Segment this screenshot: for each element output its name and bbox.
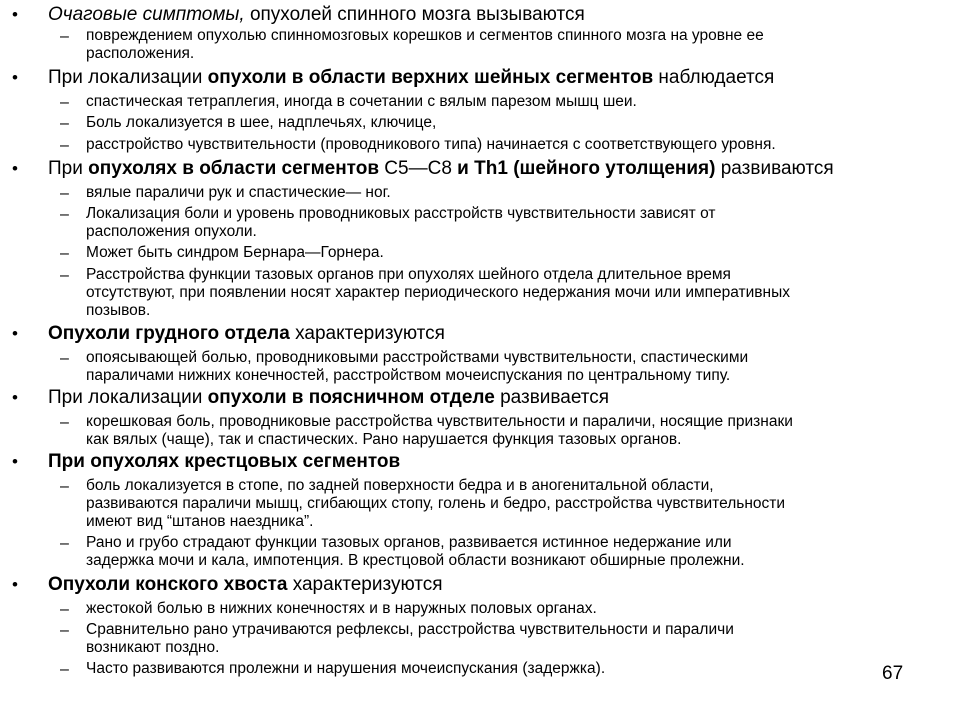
dash-marker: – xyxy=(60,601,69,618)
dash-marker: – xyxy=(60,535,69,552)
section-title-part: При локализации xyxy=(48,387,208,408)
bullet-marker: • xyxy=(12,5,18,24)
list-item-line: как вялых (чаще), так и спастических. Рано нарушается функция тазовых органов. xyxy=(86,431,682,448)
dash-marker: – xyxy=(60,115,69,132)
section-title-part: При xyxy=(48,158,89,179)
list-item-line: корешковая боль, проводниковые расстройства чувствительности и параличи, носящие признаки xyxy=(86,413,793,430)
list-item-line: опоясывающей болью, проводниковыми расстройствами чувствительности, спастическими xyxy=(86,349,749,366)
section-title xyxy=(48,159,834,179)
section-title-part: характеризуются xyxy=(289,323,445,344)
list-item-line: развиваются параличи мышц, сгибающих стопу, голень и бедро, расстройства чувствительности xyxy=(86,495,786,512)
list-item-line: отсутствуют, при появлении носят характер периодического недержания мочи или императивных xyxy=(86,284,790,301)
list-item-line: Может быть синдром Бернара—Горнера. xyxy=(86,244,384,261)
dash-marker: – xyxy=(60,622,69,639)
list-item-line: расстройство чувствительности (проводникового типа) начинается с соответствующего уровня. xyxy=(86,136,776,153)
dash-marker: – xyxy=(60,350,69,367)
section-title-part: развивается xyxy=(494,387,610,408)
list-item-line: задержка мочи и кала, импотенция. В крестцовой области возникают обширные пролежни. xyxy=(86,552,745,569)
section-title-part: опухолей спинного мозга вызываются xyxy=(244,4,585,25)
list-item-line: имеют вид “штанов наездника”. xyxy=(86,513,314,530)
section-title xyxy=(48,388,609,408)
list-item-line: боль локализуется в стопе, по задней поверхности бедра и в аногенитальной области, xyxy=(86,477,714,494)
dash-marker: – xyxy=(60,478,69,495)
section-title-part: развиваются xyxy=(715,158,834,179)
section-title-part: опухоли в области верхних шейных сегментов xyxy=(207,67,654,88)
list-item-line: позывов. xyxy=(86,302,151,319)
dash-marker: – xyxy=(60,206,69,223)
section-title-part: Опухоли конского хвоста xyxy=(48,574,288,595)
list-item-line: вялые параличи рук и спастические— ног. xyxy=(86,184,391,201)
section-title xyxy=(48,5,585,25)
dash-marker: – xyxy=(60,414,69,431)
dash-marker: – xyxy=(60,245,69,262)
bullet-marker: • xyxy=(12,324,18,343)
section-title xyxy=(48,575,443,595)
bullet-marker: • xyxy=(12,388,18,407)
section-title-part: Опухоли грудного отдела xyxy=(48,323,290,344)
page-number: 67 xyxy=(882,663,904,684)
section-title-part: опухолях в области сегментов xyxy=(88,158,380,179)
dash-marker: – xyxy=(60,661,69,678)
bullet-marker: • xyxy=(12,575,18,594)
list-item-line: Рано и грубо страдают функции тазовых органов, развивается истинное недержание или xyxy=(86,534,732,551)
bullet-marker: • xyxy=(12,68,18,87)
dash-marker: – xyxy=(60,137,69,154)
list-item-line: Локализация боли и уровень проводниковых расстройств чувствительности зависят от xyxy=(86,205,716,222)
section-title xyxy=(48,68,774,88)
list-item-line: возникают поздно. xyxy=(86,639,220,656)
dash-marker: – xyxy=(60,267,69,284)
section-title-part: Очаговые симптомы, xyxy=(48,4,245,25)
section-title xyxy=(48,324,445,344)
list-item-line: Часто развиваются пролежни и нарушения мочеиспускания (задержка). xyxy=(86,660,606,677)
list-item-line: расположения. xyxy=(86,45,195,62)
dash-marker: – xyxy=(60,94,69,111)
section-title xyxy=(48,452,400,472)
list-item-line: расположения опухоли. xyxy=(86,223,257,240)
section-title-part: и Th1 (шейного утолщения) xyxy=(457,158,716,179)
section-title-part: наблюдается xyxy=(653,67,775,88)
list-item-line: спастическая тетраплегия, иногда в сочетании с вялым парезом мышц шеи. xyxy=(86,93,637,110)
list-item-line: Сравнительно рано утрачиваются рефлексы, расстройства чувствительности и параличи xyxy=(86,621,734,638)
section-title-part: При локализации xyxy=(48,67,208,88)
list-item-line: Расстройства функции тазовых органов при опухолях шейного отдела длительное время xyxy=(86,266,731,283)
list-item-line: жестокой болью в нижних конечностях и в наружных половых органах. xyxy=(86,600,597,617)
dash-marker: – xyxy=(60,28,69,45)
bullet-marker: • xyxy=(12,452,18,471)
section-title-part: При опухолях крестцовых сегментов xyxy=(48,451,401,472)
dash-marker: – xyxy=(60,185,69,202)
list-item-line: Боль локализуется в шее, надплечьях, ключице, xyxy=(86,114,437,131)
section-title-part: С5—С8 xyxy=(379,158,458,179)
list-item-line: параличами нижних конечностей, расстройством мочеиспускания по центральному типу. xyxy=(86,367,731,384)
list-item-line: повреждением опухолью спинномозговых корешков и сегментов спинного мозга на уровне ее xyxy=(86,27,764,44)
bullet-marker: • xyxy=(12,159,18,178)
section-title-part: характеризуются xyxy=(287,574,443,595)
section-title-part: опухоли в поясничном отделе xyxy=(207,387,495,408)
